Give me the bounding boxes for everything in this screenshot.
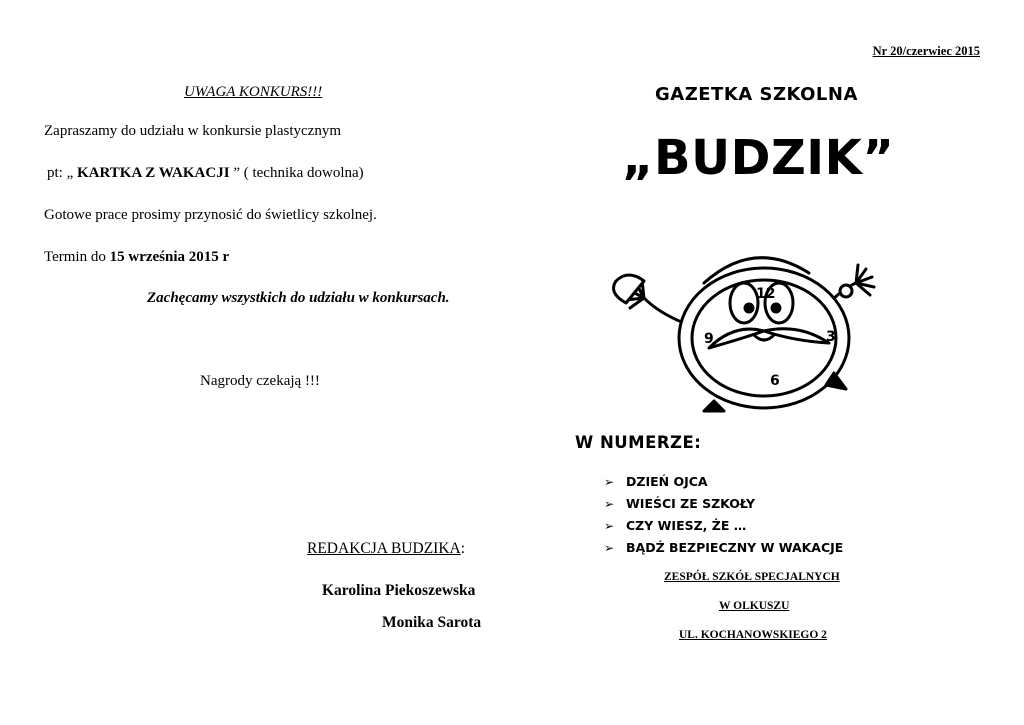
school-city: W OLKUSZU: [719, 600, 790, 612]
toc-item-label: WIEŚCI ZE SZKOŁY: [626, 496, 756, 511]
contest-delivery: Gotowe prace prosimy przynosić do świetlicy szkolnej.: [44, 207, 377, 223]
school-name: ZESPÓŁ SZKÓŁ SPECJALNYCH: [664, 571, 840, 583]
toc-item: [604, 537, 843, 559]
deadline-prefix: Termin do: [44, 249, 110, 265]
editorial-member: Karolina Piekoszewska: [322, 582, 476, 599]
editorial-title: [307, 540, 465, 558]
arrow-bullet-icon: ➢: [604, 519, 615, 533]
toc-item-label: CZY WIESZ, ŻE …: [626, 518, 747, 533]
issue-number: Nr 20/czerwiec 2015: [872, 44, 980, 58]
arrow-bullet-icon: ➢: [604, 541, 615, 555]
toc-item-label: DZIEŃ OJCA: [626, 474, 708, 489]
toc-item-label: BĄDŹ BEZPIECZNY W WAKACJE: [626, 540, 844, 555]
arrow-bullet-icon: ➢: [604, 497, 615, 511]
contest-invite: Zapraszamy do udziału w konkursie plastycznym: [44, 123, 341, 139]
alarm-clock-icon: [604, 243, 908, 413]
clock-number-6: 6: [770, 373, 780, 389]
clock-number-12: 12: [756, 286, 776, 302]
clock-number-3: 3: [826, 329, 836, 345]
contest-title: UWAGA KONKURS!!!: [184, 84, 323, 100]
clock-number-9: 9: [704, 331, 714, 347]
toc-item: [604, 493, 843, 515]
school-address: UL. KOCHANOWSKIEGO 2: [679, 629, 827, 641]
table-of-contents: [604, 471, 843, 559]
contest-topic: [47, 165, 364, 182]
editorial-member: Monika Sarota: [382, 614, 482, 631]
topic-suffix: ” ( technika dowolna): [229, 165, 364, 181]
toc-item: [604, 471, 843, 493]
in-issue-heading: W NUMERZE:: [575, 433, 702, 452]
contest-encourage: Zachęcamy wszystkich do udziału w konkursach.: [147, 290, 450, 306]
contest-deadline: [44, 249, 229, 266]
newspaper-label: GAZETKA SZKOLNA: [655, 84, 858, 105]
arrow-bullet-icon: ➢: [604, 475, 615, 489]
deadline-date: 15 września 2015 r: [109, 249, 230, 265]
editorial-title-text: REDAKCJA BUDZIKA: [307, 540, 461, 557]
topic-title: KARTKA Z WAKACJI: [77, 165, 230, 181]
contest-prizes: Nagrody czekają !!!: [200, 373, 320, 389]
editorial-title-colon: :: [460, 540, 466, 557]
toc-item: [604, 515, 843, 537]
newspaper-title: „BUDZIK”: [622, 130, 895, 186]
topic-prefix: pt: „: [47, 165, 77, 181]
